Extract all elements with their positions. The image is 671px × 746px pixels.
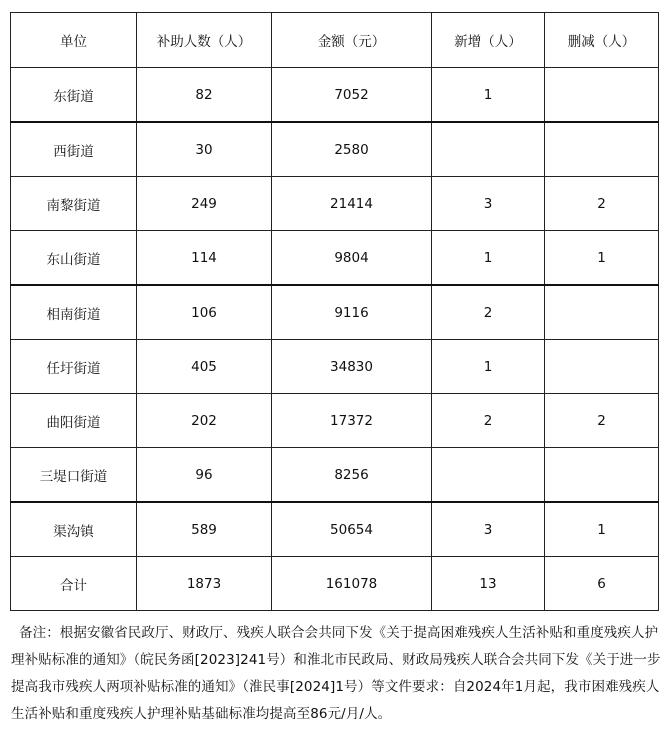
table-row (11, 68, 659, 123)
cell-removed: 2 (545, 394, 659, 448)
cell-unit: 渠沟镇 (11, 502, 137, 557)
table-row (11, 231, 659, 286)
header-removed: 删减（人） (545, 13, 659, 68)
cell-amount: 50654 (272, 502, 432, 557)
cell-added: 13 (432, 557, 545, 611)
table-row-total (11, 557, 659, 611)
table-row (11, 285, 659, 340)
cell-people-count: 96 (137, 448, 272, 503)
cell-added (432, 448, 545, 503)
cell-removed (545, 285, 659, 340)
cell-amount: 161078 (272, 557, 432, 611)
header-unit: 单位 (11, 13, 137, 68)
cell-amount: 34830 (272, 340, 432, 394)
cell-amount: 9804 (272, 231, 432, 286)
cell-unit: 任圩街道 (11, 340, 137, 394)
table-row (11, 340, 659, 394)
cell-unit: 三堤口街道 (11, 448, 137, 503)
cell-unit: 合计 (11, 557, 137, 611)
cell-added: 2 (432, 285, 545, 340)
cell-unit: 南黎街道 (11, 177, 137, 231)
cell-people-count: 589 (137, 502, 272, 557)
cell-added: 1 (432, 340, 545, 394)
table-row (11, 448, 659, 503)
cell-people-count: 249 (137, 177, 272, 231)
cell-people-count: 114 (137, 231, 272, 286)
table-row (11, 122, 659, 177)
cell-amount: 21414 (272, 177, 432, 231)
cell-added: 3 (432, 177, 545, 231)
cell-people-count: 30 (137, 122, 272, 177)
cell-people-count: 106 (137, 285, 272, 340)
cell-people-count: 405 (137, 340, 272, 394)
header-amount: 金额（元） (272, 13, 432, 68)
table-row (11, 394, 659, 448)
cell-unit: 东山街道 (11, 231, 137, 286)
cell-removed: 1 (545, 231, 659, 286)
cell-removed: 1 (545, 502, 659, 557)
cell-unit: 相南街道 (11, 285, 137, 340)
cell-added (432, 122, 545, 177)
cell-removed: 2 (545, 177, 659, 231)
footnote-remark: 备注：根据安徽省民政厅、财政厅、残疾人联合会共同下发《关于提高困难残疾人生活补贴和重度残疾人护理补贴标准的通知》（皖民务函[2023]241号）和淮北市民政局、财政局残疾人联合会共同下发《关于进一步提高我市残疾人两项补贴标准的通知》（淮民事[2024]1号）等文件要求：自2024年1月起，我市困难残疾人生活补贴和重度残疾人护理补贴基础标准均提高至86元/月/人。 (11, 625, 661, 722)
cell-people-count: 1873 (137, 557, 272, 611)
cell-removed: 6 (545, 557, 659, 611)
header-added: 新增（人） (432, 13, 545, 68)
cell-removed (545, 340, 659, 394)
header-people-count: 补助人数（人） (137, 13, 272, 68)
cell-added: 1 (432, 231, 545, 286)
cell-removed (545, 448, 659, 503)
cell-amount: 17372 (272, 394, 432, 448)
cell-amount: 9116 (272, 285, 432, 340)
cell-unit: 东街道 (11, 68, 137, 123)
cell-removed (545, 122, 659, 177)
cell-added: 3 (432, 502, 545, 557)
cell-added: 1 (432, 68, 545, 123)
table-row (11, 177, 659, 231)
cell-amount: 8256 (272, 448, 432, 503)
table-row (11, 502, 659, 557)
table-header-row (11, 13, 659, 68)
cell-people-count: 202 (137, 394, 272, 448)
cell-amount: 7052 (272, 68, 432, 123)
cell-amount: 2580 (272, 122, 432, 177)
cell-unit: 曲阳街道 (11, 394, 137, 448)
cell-unit: 西街道 (11, 122, 137, 177)
cell-added: 2 (432, 394, 545, 448)
subsidy-table (10, 12, 659, 611)
cell-removed (545, 68, 659, 123)
cell-people-count: 82 (137, 68, 272, 123)
